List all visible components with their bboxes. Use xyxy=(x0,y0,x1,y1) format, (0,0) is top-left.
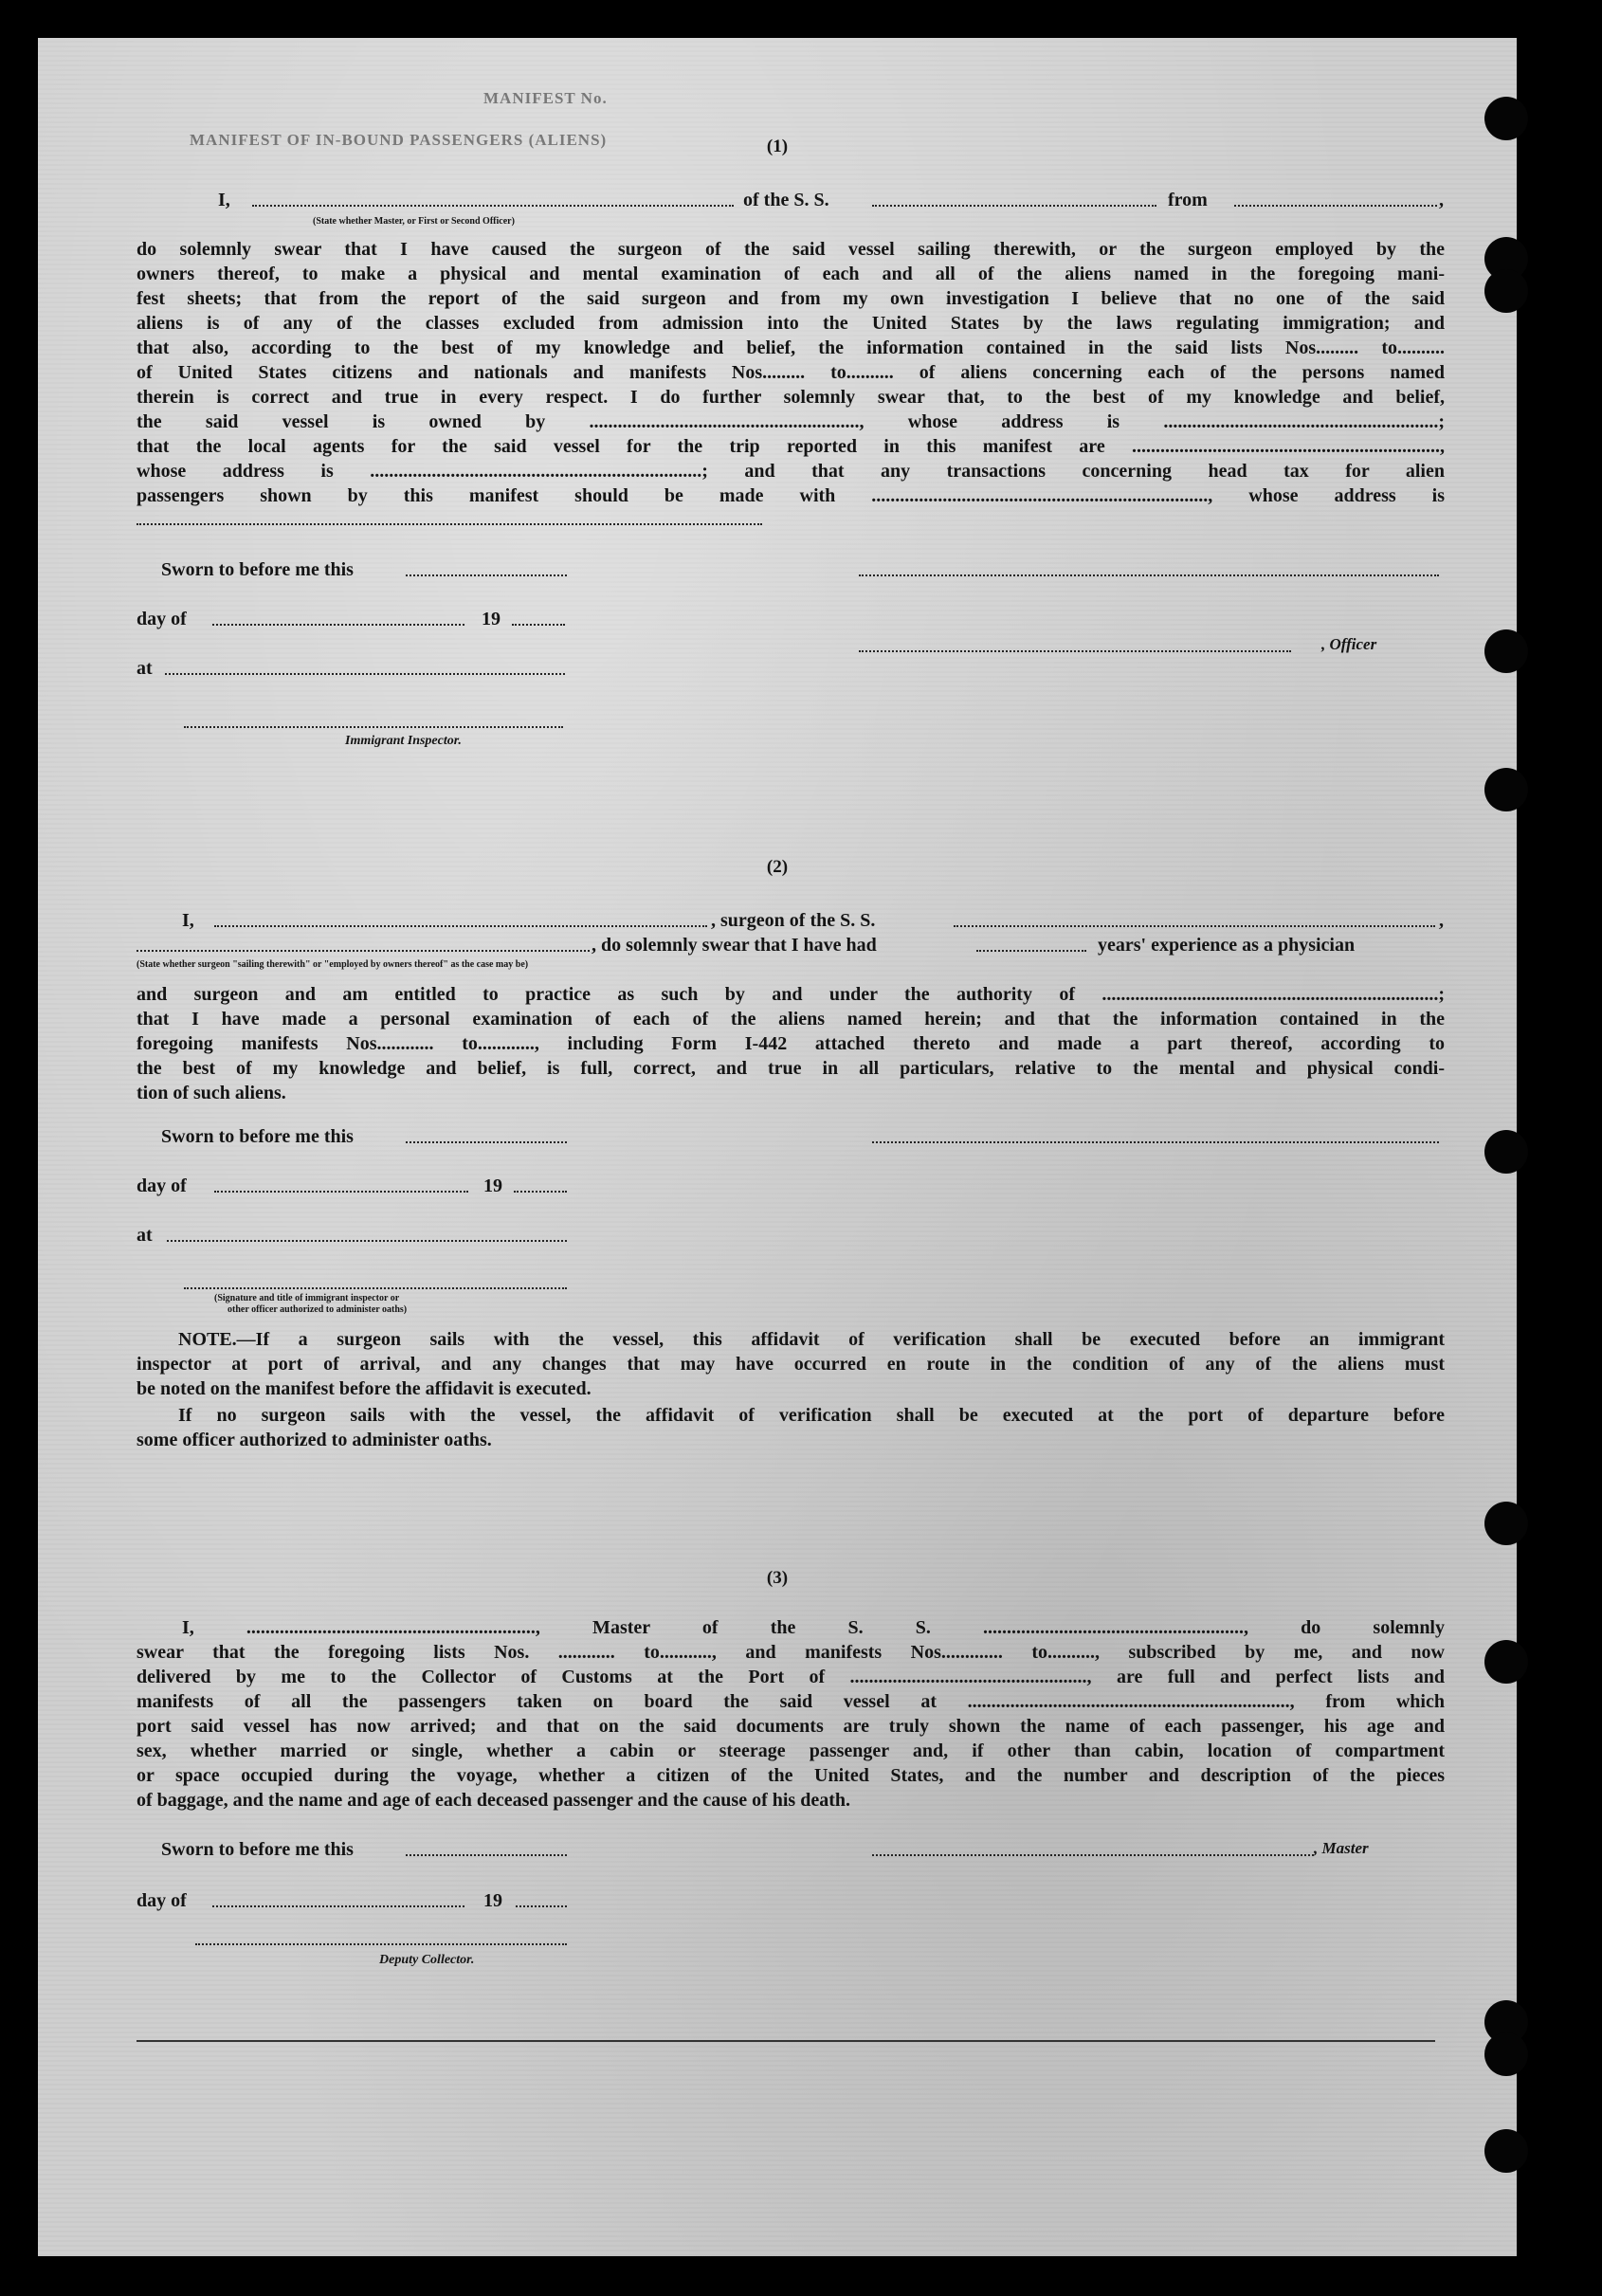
punch-hole-3 xyxy=(1484,269,1528,313)
s1-signature-blank xyxy=(859,574,1439,576)
s1-sworn-blank xyxy=(406,574,567,576)
s2-caption-surgeon: (State whether surgeon "sailing therewith" or "employed by owners thereof" as the case may be) xyxy=(137,959,529,970)
s3-body-line-5: port said vessel has now arrived; and that on the said documents are truly shown the name of each passenger, his age and xyxy=(137,1716,1445,1737)
s2-note-line-1: NOTE.—If a surgeon sails with the vessel, this affidavit of verification shall be executed before an immigrant xyxy=(178,1329,1445,1350)
s1-year-label: 19 xyxy=(482,609,501,629)
s2-sworn-label: Sworn to before me this xyxy=(161,1126,354,1147)
s2-body-line-4: the best of my knowledge and belief, is full, correct, and true in all particulars, relative to the mental and physical condi- xyxy=(137,1058,1445,1079)
s3-sworn-blank xyxy=(406,1854,567,1856)
s3-body-line-1: I, ............................................................., Master of the S. S. ......................................................., do solemnly xyxy=(182,1617,1445,1638)
s3-master-label: , Master xyxy=(1314,1839,1369,1857)
s2-at-label: at xyxy=(137,1225,153,1246)
s2-signature-blank xyxy=(872,1141,1439,1143)
s1-body-line-9: that the local agents for the said vessel for the trip reported in this manifest are ................................................................., xyxy=(137,436,1445,457)
punch-hole-10 xyxy=(1484,2032,1528,2076)
s3-body-line-3: delivered by me to the Collector of Customs at the Port of .................................................., are full and perfect lists and xyxy=(137,1667,1445,1687)
ghost-header-title: MANIFEST OF IN-BOUND PASSENGERS (ALIENS) xyxy=(190,131,608,149)
s1-caption-officer: (State whether Master, or First or Second Officer) xyxy=(313,216,515,227)
s2-day-blank xyxy=(214,1191,468,1193)
s1-at-label: at xyxy=(137,658,153,679)
s2-surgeon-ss-label: , surgeon of the S. S. xyxy=(711,910,876,931)
section-1-number: (1) xyxy=(766,137,789,156)
s1-i-label: I, xyxy=(218,190,230,210)
s3-master-sign-blank xyxy=(872,1854,1314,1856)
punch-hole-4 xyxy=(1484,629,1528,673)
s1-body-line-5: that also, according to the best of my knowledge and belief, the information contained in the said lists Nos......... to.......... xyxy=(137,337,1445,358)
s1-at-blank xyxy=(165,673,565,675)
s1-from-label: from xyxy=(1168,190,1208,210)
s3-sworn-label: Sworn to before me this xyxy=(161,1839,354,1860)
s1-body-line-8: the said vessel is owned by ........................................................., whose address is ..........................................................; xyxy=(137,411,1445,432)
s2-officer-blank xyxy=(184,1287,567,1289)
s2-note-line-5: some officer authorized to administer oaths. xyxy=(137,1430,492,1450)
s3-collector-label: Deputy Collector. xyxy=(379,1953,475,1967)
s3-year-blank xyxy=(516,1905,567,1907)
s3-body-line-4: manifests of all the passengers taken on board the said vessel at ...................................................................., from which xyxy=(137,1691,1445,1712)
s1-comma: , xyxy=(1439,190,1444,210)
s1-officer-sign-blank xyxy=(859,650,1291,652)
bottom-rule xyxy=(137,2040,1435,2042)
s1-sworn-label: Sworn to before me this xyxy=(161,559,354,580)
s2-at-blank xyxy=(167,1240,567,1242)
section-2-number: (2) xyxy=(766,857,789,877)
s3-collector-blank xyxy=(195,1943,567,1945)
s1-day-of-label: day of xyxy=(137,609,187,629)
s2-note-line-2: inspector at port of arrival, and any changes that may have occurred en route in the condition of any of the aliens must xyxy=(137,1354,1445,1375)
punch-hole-6 xyxy=(1484,1130,1528,1174)
s2-physician-label: years' experience as a physician xyxy=(1098,935,1356,956)
s1-body-line-2: owners thereof, to make a physical and mental examination of each and all of the aliens named in the foregoing mani- xyxy=(137,264,1445,284)
s2-status-blank xyxy=(137,950,590,952)
s1-body-line-11: passengers shown by this manifest should be made with ......................................................................., whose address is xyxy=(137,485,1445,506)
s1-day-blank xyxy=(212,624,464,626)
s1-body-line-10: whose address is ......................................................................; and that any transactions concerning head tax for alien xyxy=(137,461,1445,482)
s2-years-blank xyxy=(976,950,1086,952)
s1-officer-label: , Officer xyxy=(1321,635,1377,653)
s1-trailing-blank xyxy=(137,523,762,525)
s3-body-line-6: sex, whether married or single, whether a cabin or steerage passenger and, if other than cabin, location of compartment xyxy=(137,1740,1445,1761)
s3-year-label: 19 xyxy=(483,1890,502,1911)
s3-day-of-label: day of xyxy=(137,1890,187,1911)
s1-body-line-4: aliens is of any of the classes excluded from admission into the United States by the laws regulating immigration; and xyxy=(137,313,1445,334)
s2-swear-label: , do solemnly swear that I have had xyxy=(592,935,877,956)
s3-body-line-7: or space occupied during the voyage, whether a citizen of the United States, and the number and description of the pieces xyxy=(137,1765,1445,1786)
s2-sworn-blank xyxy=(406,1141,567,1143)
s1-body-line-6: of United States citizens and nationals and manifests Nos......... to.......... of aliens concerning each of the persons named xyxy=(137,362,1445,383)
punch-hole-11 xyxy=(1484,2129,1528,2173)
punch-hole-1 xyxy=(1484,97,1528,140)
section-3-number: (3) xyxy=(766,1568,789,1588)
punch-hole-7 xyxy=(1484,1502,1528,1545)
s2-body-line-5: tion of such aliens. xyxy=(137,1083,286,1103)
s2-year-label: 19 xyxy=(483,1175,502,1196)
s2-comma: , xyxy=(1439,910,1444,931)
s1-body-line-3: fest sheets; that from the report of the said surgeon and from my own investigation I believe that no one of the said xyxy=(137,288,1445,309)
ghost-header-manifest-no: MANIFEST No. xyxy=(483,89,608,107)
s1-from-blank xyxy=(1234,205,1437,207)
s2-caption-sig-1: (Signature and title of immigrant inspector or xyxy=(214,1293,400,1303)
s1-inspector-label: Immigrant Inspector. xyxy=(345,734,462,748)
s2-caption-sig-2: other officer authorized to administer oaths) xyxy=(228,1304,408,1315)
manifest-page xyxy=(38,38,1517,2256)
s2-body-line-1: and surgeon and am entitled to practice as such by and under the authority of .......................................................................; xyxy=(137,984,1445,1005)
s1-body-line-7: therein is correct and true in every respect. I do further solemnly swear that, to the best of my knowledge and belief, xyxy=(137,387,1445,408)
s3-body-line-2: swear that the foregoing lists Nos. ............ to..........., and manifests Nos............. to.........., subscribed by me, and now xyxy=(137,1642,1445,1663)
s2-note-line-4: If no surgeon sails with the vessel, the affidavit of verification shall be executed at the port of departure before xyxy=(178,1405,1445,1426)
s2-i-label: I, xyxy=(182,910,194,931)
s1-vessel-blank xyxy=(872,205,1156,207)
s1-inspector-blank xyxy=(184,726,563,728)
s1-ss-label: of the S. S. xyxy=(743,190,829,210)
punch-hole-8 xyxy=(1484,1640,1528,1684)
s3-body-line-8: of baggage, and the name and age of each deceased passenger and the cause of his death. xyxy=(137,1790,850,1811)
s1-body-line-1: do solemnly swear that I have caused the surgeon of the said vessel sailing therewith, or the surgeon employed by the xyxy=(137,239,1445,260)
s2-body-line-2: that I have made a personal examination of each of the aliens named herein; and that the information contained in the xyxy=(137,1009,1445,1030)
s1-officer-name-blank xyxy=(252,205,734,207)
s2-year-blank xyxy=(514,1191,567,1193)
s2-surgeon-name-blank xyxy=(214,925,707,927)
s2-body-line-3: foregoing manifests Nos............ to............, including Form I-442 attached thereto and made a part thereof, according to xyxy=(137,1033,1445,1054)
punch-hole-5 xyxy=(1484,768,1528,811)
s2-vessel-blank xyxy=(954,925,1435,927)
s3-day-blank xyxy=(212,1905,464,1907)
s1-year-blank xyxy=(512,624,565,626)
s2-day-of-label: day of xyxy=(137,1175,187,1196)
s2-note-line-3: be noted on the manifest before the affidavit is executed. xyxy=(137,1378,592,1399)
